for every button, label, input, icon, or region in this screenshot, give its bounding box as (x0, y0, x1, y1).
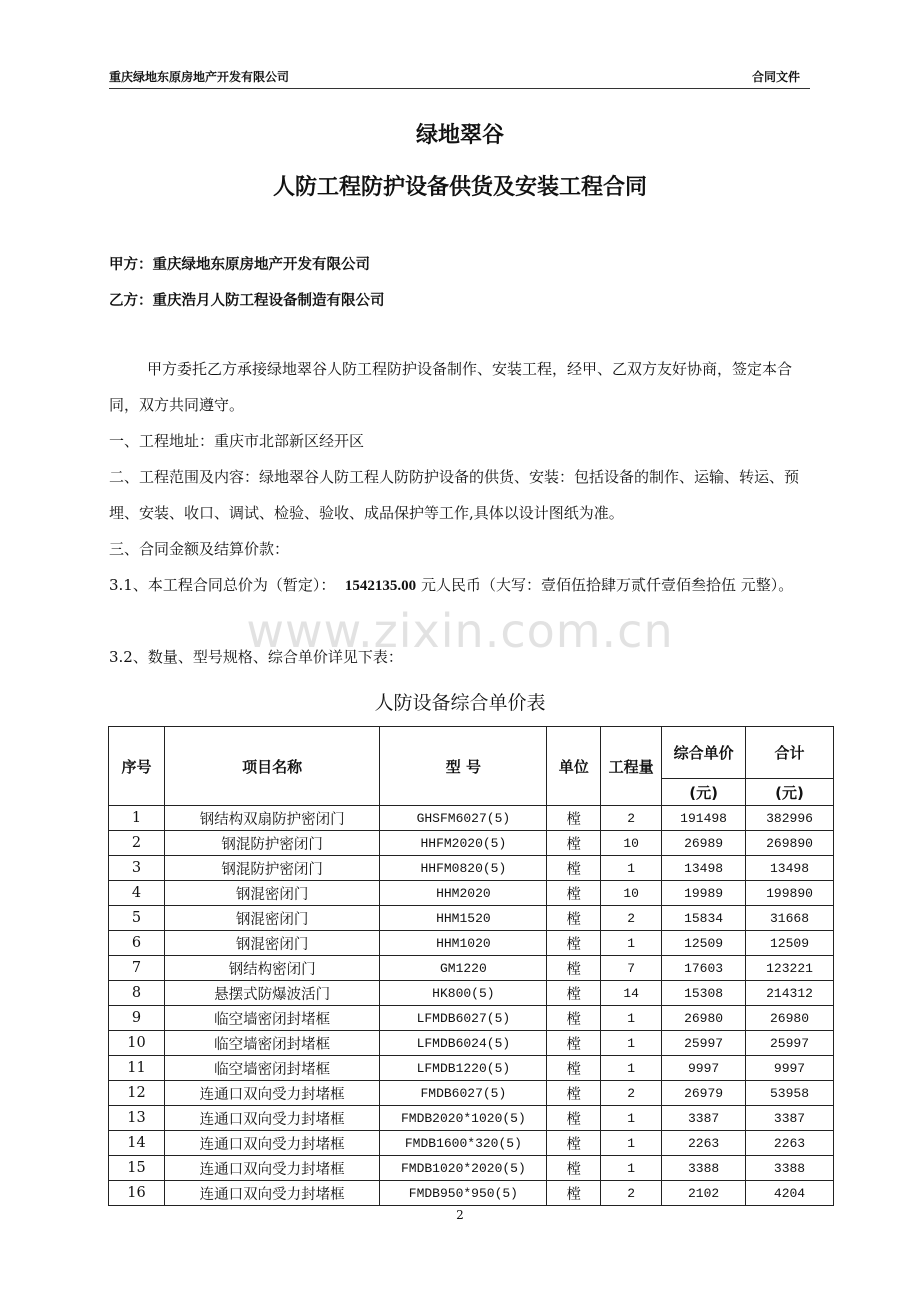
cell-qty: 10 (601, 881, 662, 906)
cell-qty: 1 (601, 1156, 662, 1181)
cell-unit: 樘 (547, 931, 601, 956)
table-row (109, 1156, 834, 1181)
table-row (109, 1181, 834, 1206)
cell-qty: 1 (601, 1106, 662, 1131)
cell-unit-price: 26980 (662, 1006, 746, 1031)
cell-unit: 樘 (547, 956, 601, 981)
table-title: 人防设备综合单价表 (374, 692, 546, 714)
col-header-total-currency: (元) (746, 779, 834, 806)
cell-qty: 1 (601, 1006, 662, 1031)
cell-model: LFMDB6024(5) (380, 1031, 547, 1056)
table-row (109, 906, 834, 931)
cell-model: GHSFM6027(5) (380, 806, 547, 831)
col-header-model: 型 号 (380, 727, 547, 806)
cell-unit-price: 2102 (662, 1181, 746, 1206)
cell-unit-price: 25997 (662, 1031, 746, 1056)
cell-unit: 樘 (547, 906, 601, 931)
cell-index: 11 (109, 1056, 165, 1081)
cell-name: 钢混密闭门 (164, 906, 380, 931)
cell-index: 13 (109, 1106, 165, 1131)
cell-name: 悬摆式防爆波活门 (164, 981, 380, 1006)
cell-unit: 樘 (547, 1006, 601, 1031)
cell-index: 7 (109, 956, 165, 981)
cell-name: 连通口双向受力封堵框 (164, 1131, 380, 1156)
intro-paragraph: 甲方委托乙方承接绿地翠谷人防工程防护设备制作、安装工程，经甲、乙双方友好协商，签定本合同，双方共同遵守。 (109, 360, 793, 414)
cell-qty: 2 (601, 1181, 662, 1206)
table-row (109, 1006, 834, 1031)
cell-total: 3387 (746, 1106, 834, 1131)
cell-unit-price: 9997 (662, 1056, 746, 1081)
cell-total: 4204 (746, 1181, 834, 1206)
cell-unit-price: 3387 (662, 1106, 746, 1131)
cell-name: 连通口双向受力封堵框 (164, 1081, 380, 1106)
cell-total: 214312 (746, 981, 834, 1006)
cell-total: 53958 (746, 1081, 834, 1106)
cell-index: 16 (109, 1181, 165, 1206)
cell-unit-price: 2263 (662, 1131, 746, 1156)
price-table (108, 726, 834, 1206)
cell-name: 临空墙密闭封堵框 (164, 1031, 380, 1056)
cell-unit: 樘 (547, 831, 601, 856)
clause-address: 一、工程地址：重庆市北部新区经开区 (109, 432, 365, 450)
cell-index: 1 (109, 806, 165, 831)
cell-model: LFMDB6027(5) (380, 1006, 547, 1031)
cell-name: 钢混防护密闭门 (164, 856, 380, 881)
cell-total: 2263 (746, 1131, 834, 1156)
cell-name: 连通口双向受力封堵框 (164, 1181, 380, 1206)
cell-unit: 樘 (547, 806, 601, 831)
col-header-qty: 工程量 (601, 727, 662, 806)
cell-unit: 樘 (547, 1181, 601, 1206)
cell-total: 3388 (746, 1156, 834, 1181)
clause-scope: 二、工程范围及内容：绿地翠谷人防工程人防防护设备的供货、安装：包括设备的制作、运输、转运、预埋、安装、收口、调试、检验、验收、成品保护等工作,具体以设计图纸为准。 (109, 468, 800, 522)
cell-unit: 樘 (547, 1056, 601, 1081)
cell-name: 钢结构双扇防护密闭门 (164, 806, 380, 831)
cell-qty: 1 (601, 1131, 662, 1156)
cell-unit-price: 15308 (662, 981, 746, 1006)
cell-name: 连通口双向受力封堵框 (164, 1106, 380, 1131)
cell-model: FMDB6027(5) (380, 1081, 547, 1106)
cell-index: 2 (109, 831, 165, 856)
col-header-index: 序号 (109, 727, 165, 806)
cell-qty: 2 (601, 806, 662, 831)
cell-name: 连通口双向受力封堵框 (164, 1156, 380, 1181)
cell-name: 钢结构密闭门 (164, 956, 380, 981)
party-b: 乙方：重庆浩月人防工程设备制造有限公司 (109, 293, 385, 309)
party-a: 甲方：重庆绿地东原房地产开发有限公司 (109, 257, 370, 273)
cell-qty: 1 (601, 1031, 662, 1056)
cell-unit: 樘 (547, 856, 601, 881)
table-row (109, 1106, 834, 1131)
cell-model: HHM2020 (380, 881, 547, 906)
cell-unit: 樘 (547, 881, 601, 906)
cell-total: 199890 (746, 881, 834, 906)
cell-unit-price: 17603 (662, 956, 746, 981)
cell-total: 31668 (746, 906, 834, 931)
cell-model: HHFM2020(5) (380, 831, 547, 856)
cell-qty: 14 (601, 981, 662, 1006)
doc-title-contract: 人防工程防护设备供货及安装工程合同 (272, 175, 647, 200)
total-price-amount: 1542135.00 (344, 578, 417, 594)
cell-qty: 1 (601, 1056, 662, 1081)
cell-total: 269890 (746, 831, 834, 856)
page-header (109, 64, 810, 89)
clause-price-table-ref: 3.2、数量、型号规格、综合单价详见下表： (109, 648, 403, 666)
table-row (109, 881, 834, 906)
cell-model: HHFM0820(5) (380, 856, 547, 881)
cell-model: FMDB950*950(5) (380, 1181, 547, 1206)
cell-index: 14 (109, 1131, 165, 1156)
table-row (109, 831, 834, 856)
page-number: 2 (456, 1208, 464, 1222)
cell-total: 26980 (746, 1006, 834, 1031)
cell-index: 12 (109, 1081, 165, 1106)
table-row (109, 1031, 834, 1056)
table-row (109, 1081, 834, 1106)
watermark: www.zixin.com.cn (246, 604, 674, 658)
cell-name: 临空墙密闭封堵框 (164, 1006, 380, 1031)
cell-qty: 1 (601, 931, 662, 956)
table-row (109, 856, 834, 881)
cell-index: 3 (109, 856, 165, 881)
table-row (109, 806, 834, 831)
cell-index: 4 (109, 881, 165, 906)
cell-index: 8 (109, 981, 165, 1006)
cell-model: FMDB2020*1020(5) (380, 1106, 547, 1131)
table-row (109, 931, 834, 956)
header-doc-type: 合同文件 (751, 70, 800, 84)
cell-model: HHM1520 (380, 906, 547, 931)
table-row (109, 981, 834, 1006)
cell-unit: 樘 (547, 1131, 601, 1156)
cell-model: GM1220 (380, 956, 547, 981)
cell-model: HK800(5) (380, 981, 547, 1006)
cell-index: 5 (109, 906, 165, 931)
cell-unit: 樘 (547, 1156, 601, 1181)
cell-name: 钢混密闭门 (164, 881, 380, 906)
cell-name: 钢混防护密闭门 (164, 831, 380, 856)
cell-unit-price: 191498 (662, 806, 746, 831)
cell-total: 382996 (746, 806, 834, 831)
cell-name: 钢混密闭门 (164, 931, 380, 956)
cell-name: 临空墙密闭封堵框 (164, 1056, 380, 1081)
col-header-total: 合计 (746, 727, 834, 779)
table-row (109, 1131, 834, 1156)
total-price-prefix: 3.1、本工程合同总价为（暂定）： (109, 576, 336, 594)
cell-model: FMDB1600*320(5) (380, 1131, 547, 1156)
cell-total: 25997 (746, 1031, 834, 1056)
table-row (109, 956, 834, 981)
cell-total: 123221 (746, 956, 834, 981)
cell-index: 15 (109, 1156, 165, 1181)
cell-total: 13498 (746, 856, 834, 881)
cell-unit-price: 19989 (662, 881, 746, 906)
cell-unit: 樘 (547, 1031, 601, 1056)
cell-total: 9997 (746, 1056, 834, 1081)
cell-qty: 7 (601, 956, 662, 981)
cell-model: HHM1020 (380, 931, 547, 956)
col-header-name: 项目名称 (164, 727, 380, 806)
table-row (109, 1056, 834, 1081)
cell-unit-price: 26979 (662, 1081, 746, 1106)
cell-qty: 1 (601, 856, 662, 881)
cell-unit: 樘 (547, 981, 601, 1006)
cell-unit-price: 12509 (662, 931, 746, 956)
doc-title-project: 绿地翠谷 (415, 123, 504, 148)
cell-index: 6 (109, 931, 165, 956)
cell-unit: 樘 (547, 1081, 601, 1106)
cell-model: LFMDB1220(5) (380, 1056, 547, 1081)
cell-unit-price: 3388 (662, 1156, 746, 1181)
col-header-unit-price: 综合单价 (662, 727, 746, 779)
cell-unit: 樘 (547, 1106, 601, 1131)
total-price-suffix: 元人民币（大写：壹佰伍拾肆万贰仟壹佰叁拾伍 元整）。 (420, 576, 794, 594)
cell-qty: 2 (601, 906, 662, 931)
cell-unit-price: 13498 (662, 856, 746, 881)
cell-qty: 2 (601, 1081, 662, 1106)
clause-amount-heading: 三、合同金额及结算价款： (109, 540, 290, 558)
cell-index: 9 (109, 1006, 165, 1031)
cell-unit-price: 15834 (662, 906, 746, 931)
cell-model: FMDB1020*2020(5) (380, 1156, 547, 1181)
cell-index: 10 (109, 1031, 165, 1056)
cell-total: 12509 (746, 931, 834, 956)
cell-unit-price: 26989 (662, 831, 746, 856)
col-header-unit-price-currency: (元) (662, 779, 746, 806)
clause-total-price (109, 567, 811, 604)
col-header-unit: 单位 (547, 727, 601, 806)
cell-qty: 10 (601, 831, 662, 856)
header-company: 重庆绿地东原房地产开发有限公司 (109, 70, 290, 84)
